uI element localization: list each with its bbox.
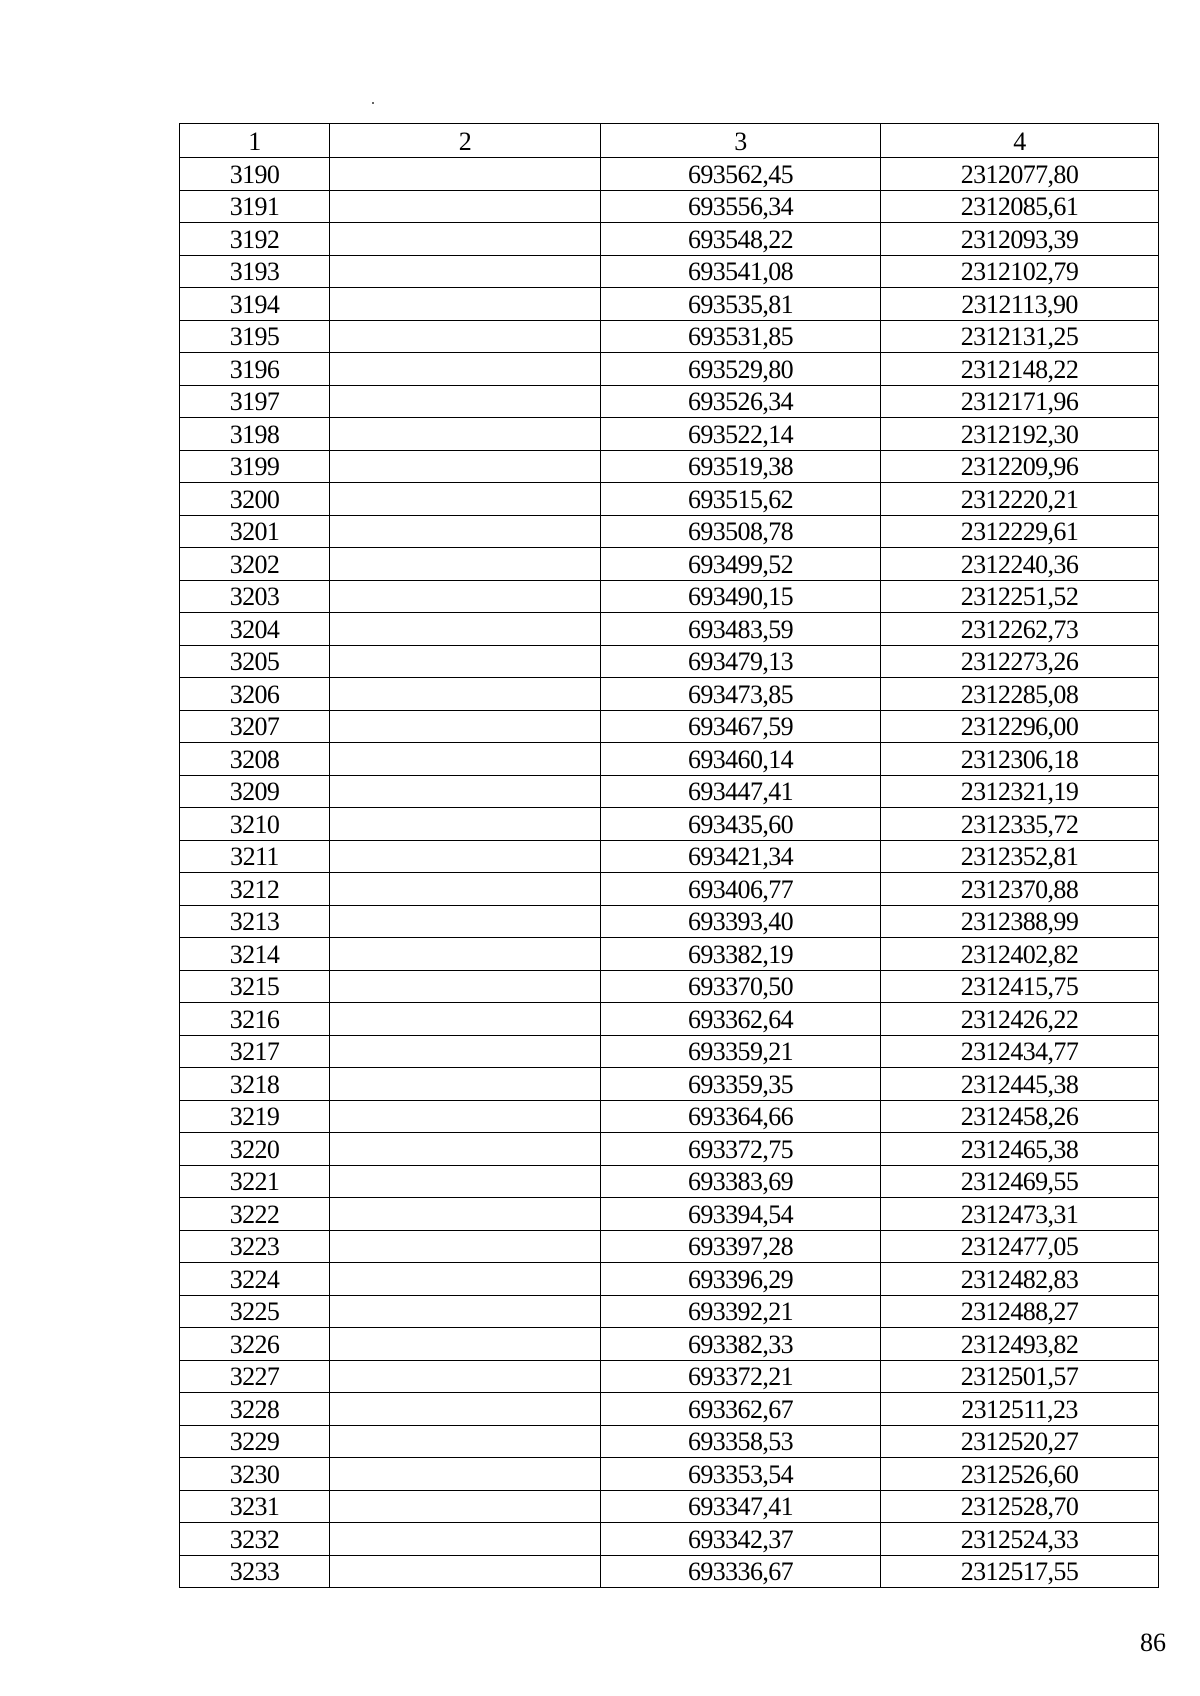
x-coordinate-cell: 693479,13 (601, 645, 881, 678)
point-number-cell: 3223 (180, 1230, 330, 1263)
point-number-cell: 3194 (180, 288, 330, 321)
y-coordinate-cell: 2312528,70 (881, 1490, 1159, 1523)
empty-cell (330, 1523, 601, 1556)
y-coordinate-cell: 2312493,82 (881, 1328, 1159, 1361)
table-row (180, 710, 1159, 743)
x-coordinate-cell: 693562,45 (601, 158, 881, 191)
point-number-cell: 3232 (180, 1523, 330, 1556)
y-coordinate-cell: 2312473,31 (881, 1198, 1159, 1231)
empty-cell (330, 1035, 601, 1068)
point-number-cell: 3219 (180, 1100, 330, 1133)
point-number-cell: 3204 (180, 613, 330, 646)
point-number-cell: 3217 (180, 1035, 330, 1068)
y-coordinate-cell: 2312273,26 (881, 645, 1159, 678)
table-row (180, 1198, 1159, 1231)
point-number-cell: 3208 (180, 743, 330, 776)
empty-cell (330, 678, 601, 711)
point-number-cell: 3228 (180, 1393, 330, 1426)
empty-cell (330, 223, 601, 256)
table-row (180, 938, 1159, 971)
table-row (180, 678, 1159, 711)
y-coordinate-cell: 2312482,83 (881, 1263, 1159, 1296)
x-coordinate-cell: 693383,69 (601, 1165, 881, 1198)
table-row (180, 385, 1159, 418)
table-row (180, 418, 1159, 451)
x-coordinate-cell: 693421,34 (601, 840, 881, 873)
empty-cell (330, 255, 601, 288)
x-coordinate-cell: 693342,37 (601, 1523, 881, 1556)
x-coordinate-cell: 693382,19 (601, 938, 881, 971)
coordinates-table (179, 123, 1159, 1588)
table-row (180, 808, 1159, 841)
point-number-cell: 3192 (180, 223, 330, 256)
y-coordinate-cell: 2312209,96 (881, 450, 1159, 483)
x-coordinate-cell: 693336,67 (601, 1555, 881, 1588)
y-coordinate-cell: 2312352,81 (881, 840, 1159, 873)
point-number-cell: 3193 (180, 255, 330, 288)
y-coordinate-cell: 2312388,99 (881, 905, 1159, 938)
y-coordinate-cell: 2312458,26 (881, 1100, 1159, 1133)
empty-cell (330, 353, 601, 386)
empty-cell (330, 840, 601, 873)
table-row (180, 353, 1159, 386)
x-coordinate-cell: 693358,53 (601, 1425, 881, 1458)
empty-cell (330, 450, 601, 483)
empty-cell (330, 1360, 601, 1393)
x-coordinate-cell: 693406,77 (601, 873, 881, 906)
y-coordinate-cell: 2312426,22 (881, 1003, 1159, 1036)
y-coordinate-cell: 2312113,90 (881, 288, 1159, 321)
table-row (180, 255, 1159, 288)
x-coordinate-cell: 693359,21 (601, 1035, 881, 1068)
point-number-cell: 3200 (180, 483, 330, 516)
table-row (180, 840, 1159, 873)
point-number-cell: 3227 (180, 1360, 330, 1393)
point-number-cell: 3213 (180, 905, 330, 938)
table-row (180, 1328, 1159, 1361)
empty-cell (330, 1490, 601, 1523)
x-coordinate-cell: 693483,59 (601, 613, 881, 646)
y-coordinate-cell: 2312370,88 (881, 873, 1159, 906)
table-row (180, 970, 1159, 1003)
x-coordinate-cell: 693382,33 (601, 1328, 881, 1361)
y-coordinate-cell: 2312524,33 (881, 1523, 1159, 1556)
x-coordinate-cell: 693362,64 (601, 1003, 881, 1036)
y-coordinate-cell: 2312262,73 (881, 613, 1159, 646)
empty-cell (330, 1133, 601, 1166)
empty-cell (330, 1263, 601, 1296)
table-row (180, 1360, 1159, 1393)
table-row (180, 1230, 1159, 1263)
table-header (180, 124, 1159, 158)
y-coordinate-cell: 2312517,55 (881, 1555, 1159, 1588)
point-number-cell: 3216 (180, 1003, 330, 1036)
empty-cell (330, 1458, 601, 1491)
empty-cell (330, 515, 601, 548)
table-row (180, 1523, 1159, 1556)
x-coordinate-cell: 693394,54 (601, 1198, 881, 1231)
x-coordinate-cell: 693362,67 (601, 1393, 881, 1426)
empty-cell (330, 613, 601, 646)
empty-cell (330, 288, 601, 321)
y-coordinate-cell: 2312102,79 (881, 255, 1159, 288)
y-coordinate-cell: 2312465,38 (881, 1133, 1159, 1166)
empty-cell (330, 775, 601, 808)
empty-cell (330, 1068, 601, 1101)
point-number-cell: 3231 (180, 1490, 330, 1523)
x-coordinate-cell: 693392,21 (601, 1295, 881, 1328)
point-number-cell: 3203 (180, 580, 330, 613)
x-coordinate-cell: 693556,34 (601, 190, 881, 223)
x-coordinate-cell: 693467,59 (601, 710, 881, 743)
empty-cell (330, 1165, 601, 1198)
header-row (180, 124, 1159, 158)
table-row (180, 1458, 1159, 1491)
table-body (180, 158, 1159, 1588)
point-number-cell: 3209 (180, 775, 330, 808)
point-number-cell: 3222 (180, 1198, 330, 1231)
empty-cell (330, 873, 601, 906)
x-coordinate-cell: 693364,66 (601, 1100, 881, 1133)
point-number-cell: 3206 (180, 678, 330, 711)
y-coordinate-cell: 2312402,82 (881, 938, 1159, 971)
empty-cell (330, 1003, 601, 1036)
table-row (180, 1165, 1159, 1198)
table-row (180, 1100, 1159, 1133)
table-row (180, 1555, 1159, 1588)
x-coordinate-cell: 693473,85 (601, 678, 881, 711)
point-number-cell: 3207 (180, 710, 330, 743)
y-coordinate-cell: 2312445,38 (881, 1068, 1159, 1101)
x-coordinate-cell: 693347,41 (601, 1490, 881, 1523)
x-coordinate-cell: 693435,60 (601, 808, 881, 841)
table-row (180, 1393, 1159, 1426)
y-coordinate-cell: 2312501,57 (881, 1360, 1159, 1393)
x-coordinate-cell: 693535,81 (601, 288, 881, 321)
page-number: 86 (1140, 1628, 1166, 1657)
table-row (180, 775, 1159, 808)
x-coordinate-cell: 693499,52 (601, 548, 881, 581)
y-coordinate-cell: 2312220,21 (881, 483, 1159, 516)
empty-cell (330, 483, 601, 516)
y-coordinate-cell: 2312171,96 (881, 385, 1159, 418)
point-number-cell: 3205 (180, 645, 330, 678)
empty-cell (330, 190, 601, 223)
point-number-cell: 3202 (180, 548, 330, 581)
table-row (180, 743, 1159, 776)
point-number-cell: 3218 (180, 1068, 330, 1101)
empty-cell (330, 1555, 601, 1588)
y-coordinate-cell: 2312488,27 (881, 1295, 1159, 1328)
x-coordinate-cell: 693508,78 (601, 515, 881, 548)
y-coordinate-cell: 2312469,55 (881, 1165, 1159, 1198)
point-number-cell: 3196 (180, 353, 330, 386)
table-row (180, 580, 1159, 613)
y-coordinate-cell: 2312285,08 (881, 678, 1159, 711)
header-col-2: 2 (330, 124, 601, 158)
point-number-cell: 3198 (180, 418, 330, 451)
point-number-cell: 3210 (180, 808, 330, 841)
empty-cell (330, 548, 601, 581)
point-number-cell: 3195 (180, 320, 330, 353)
y-coordinate-cell: 2312192,30 (881, 418, 1159, 451)
x-coordinate-cell: 693531,85 (601, 320, 881, 353)
table-row (180, 223, 1159, 256)
point-number-cell: 3229 (180, 1425, 330, 1458)
x-coordinate-cell: 693548,22 (601, 223, 881, 256)
table-row (180, 548, 1159, 581)
point-number-cell: 3191 (180, 190, 330, 223)
table-row (180, 1425, 1159, 1458)
point-number-cell: 3211 (180, 840, 330, 873)
y-coordinate-cell: 2312321,19 (881, 775, 1159, 808)
y-coordinate-cell: 2312131,25 (881, 320, 1159, 353)
empty-cell (330, 385, 601, 418)
point-number-cell: 3220 (180, 1133, 330, 1166)
y-coordinate-cell: 2312511,23 (881, 1393, 1159, 1426)
y-coordinate-cell: 2312148,22 (881, 353, 1159, 386)
y-coordinate-cell: 2312229,61 (881, 515, 1159, 548)
x-coordinate-cell: 693522,14 (601, 418, 881, 451)
point-number-cell: 3201 (180, 515, 330, 548)
empty-cell (330, 418, 601, 451)
empty-cell (330, 1393, 601, 1426)
x-coordinate-cell: 693526,34 (601, 385, 881, 418)
x-coordinate-cell: 693397,28 (601, 1230, 881, 1263)
empty-cell (330, 580, 601, 613)
empty-cell (330, 1328, 601, 1361)
table-row (180, 1295, 1159, 1328)
empty-cell (330, 1198, 601, 1231)
stray-mark (372, 102, 374, 104)
point-number-cell: 3225 (180, 1295, 330, 1328)
y-coordinate-cell: 2312077,80 (881, 158, 1159, 191)
x-coordinate-cell: 693372,75 (601, 1133, 881, 1166)
table-row (180, 288, 1159, 321)
header-col-4: 4 (881, 124, 1159, 158)
table-row (180, 1490, 1159, 1523)
x-coordinate-cell: 693460,14 (601, 743, 881, 776)
empty-cell (330, 970, 601, 1003)
y-coordinate-cell: 2312335,72 (881, 808, 1159, 841)
empty-cell (330, 905, 601, 938)
x-coordinate-cell: 693372,21 (601, 1360, 881, 1393)
x-coordinate-cell: 693370,50 (601, 970, 881, 1003)
empty-cell (330, 158, 601, 191)
point-number-cell: 3230 (180, 1458, 330, 1491)
x-coordinate-cell: 693490,15 (601, 580, 881, 613)
point-number-cell: 3233 (180, 1555, 330, 1588)
point-number-cell: 3212 (180, 873, 330, 906)
empty-cell (330, 710, 601, 743)
y-coordinate-cell: 2312093,39 (881, 223, 1159, 256)
table-row (180, 873, 1159, 906)
y-coordinate-cell: 2312434,77 (881, 1035, 1159, 1068)
y-coordinate-cell: 2312520,27 (881, 1425, 1159, 1458)
point-number-cell: 3214 (180, 938, 330, 971)
table-row (180, 613, 1159, 646)
empty-cell (330, 645, 601, 678)
empty-cell (330, 1425, 601, 1458)
y-coordinate-cell: 2312477,05 (881, 1230, 1159, 1263)
empty-cell (330, 743, 601, 776)
table-row (180, 645, 1159, 678)
x-coordinate-cell: 693529,80 (601, 353, 881, 386)
table-row (180, 1068, 1159, 1101)
point-number-cell: 3215 (180, 970, 330, 1003)
point-number-cell: 3199 (180, 450, 330, 483)
y-coordinate-cell: 2312085,61 (881, 190, 1159, 223)
point-number-cell: 3190 (180, 158, 330, 191)
y-coordinate-cell: 2312415,75 (881, 970, 1159, 1003)
table-row (180, 905, 1159, 938)
point-number-cell: 3226 (180, 1328, 330, 1361)
table-row (180, 1035, 1159, 1068)
x-coordinate-cell: 693515,62 (601, 483, 881, 516)
header-col-1: 1 (180, 124, 330, 158)
table-row (180, 483, 1159, 516)
point-number-cell: 3221 (180, 1165, 330, 1198)
point-number-cell: 3197 (180, 385, 330, 418)
x-coordinate-cell: 693359,35 (601, 1068, 881, 1101)
empty-cell (330, 1295, 601, 1328)
x-coordinate-cell: 693541,08 (601, 255, 881, 288)
y-coordinate-cell: 2312296,00 (881, 710, 1159, 743)
y-coordinate-cell: 2312526,60 (881, 1458, 1159, 1491)
empty-cell (330, 320, 601, 353)
table-row (180, 1133, 1159, 1166)
x-coordinate-cell: 693393,40 (601, 905, 881, 938)
table-row (180, 450, 1159, 483)
point-number-cell: 3224 (180, 1263, 330, 1296)
x-coordinate-cell: 693353,54 (601, 1458, 881, 1491)
empty-cell (330, 938, 601, 971)
table-row (180, 515, 1159, 548)
table-row (180, 158, 1159, 191)
x-coordinate-cell: 693396,29 (601, 1263, 881, 1296)
table-row (180, 1263, 1159, 1296)
table-row (180, 190, 1159, 223)
y-coordinate-cell: 2312251,52 (881, 580, 1159, 613)
empty-cell (330, 808, 601, 841)
x-coordinate-cell: 693447,41 (601, 775, 881, 808)
y-coordinate-cell: 2312306,18 (881, 743, 1159, 776)
table-row (180, 1003, 1159, 1036)
y-coordinate-cell: 2312240,36 (881, 548, 1159, 581)
empty-cell (330, 1100, 601, 1133)
header-col-3: 3 (601, 124, 881, 158)
x-coordinate-cell: 693519,38 (601, 450, 881, 483)
table-row (180, 320, 1159, 353)
empty-cell (330, 1230, 601, 1263)
